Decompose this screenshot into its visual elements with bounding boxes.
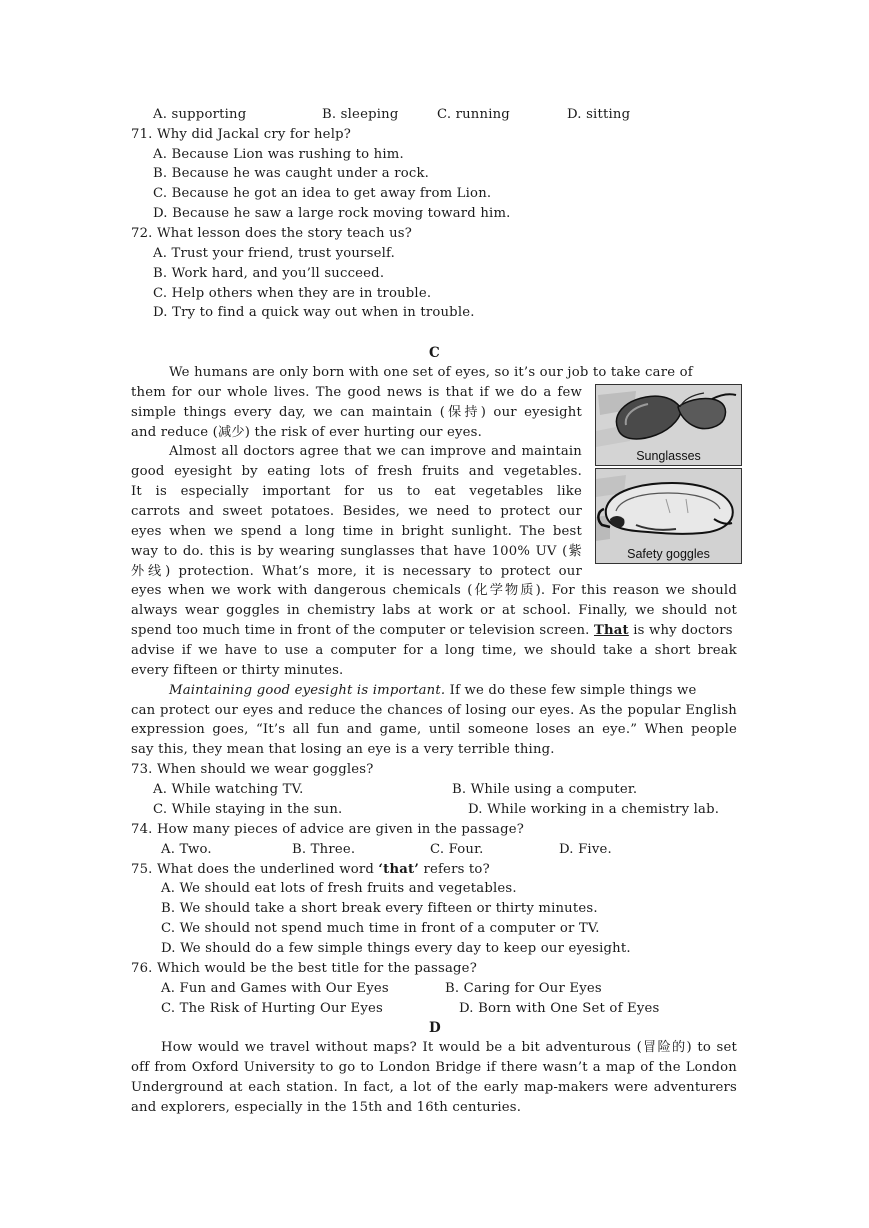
passage-c-line: them for our whole lives. The good news is that if we do a few (131, 385, 582, 400)
q70-option-b[interactable]: B. sleeping (322, 107, 399, 122)
line-text: is why doctors (628, 623, 733, 638)
q72-option-d[interactable]: D. Try to find a quick way out when in trouble. (153, 305, 475, 320)
q71-option-a[interactable]: A. Because Lion was rushing to him. (153, 147, 404, 162)
underlined-word-that: That (593, 623, 629, 638)
passage-c-line: eyes when we spend a long time in bright sunlight. The best (131, 524, 582, 539)
q72-option-c[interactable]: C. Help others when they are in trouble. (153, 286, 432, 301)
italic-sentence: Maintaining good eyesight is important. (169, 683, 446, 698)
q76-option-a[interactable]: A. Fun and Games with Our Eyes (161, 981, 389, 996)
passage-c-line: carrots and sweet potatoes. Besides, we need to protect our (131, 504, 582, 519)
q76-option-d[interactable]: D. Born with One Set of Eyes (459, 1001, 660, 1016)
q75-option-c[interactable]: C. We should not spend much time in front of a computer or TV. (161, 921, 600, 936)
safety-goggles-caption: Safety goggles (627, 547, 710, 561)
q71-option-c[interactable]: C. Because he got an idea to get away from Lion. (153, 186, 492, 201)
passage-c-line: Almost all doctors agree that we can improve and maintain (169, 444, 582, 459)
line-text: spend too much time in front of the computer or television screen. (131, 623, 594, 638)
passage-d-line: How would we travel without maps? It would be a bit adventurous (冒险的) to set (161, 1040, 737, 1055)
section-c-heading: C (429, 345, 440, 361)
line-text: If we do these few simple things we (445, 683, 697, 698)
passage-c-line: expression goes, “It’s all fun and game, until someone loses an eye.” When people (131, 722, 737, 737)
q75-text: refers to? (419, 862, 490, 877)
q73-option-b[interactable]: B. While using a computer. (452, 782, 638, 797)
passage-c-line: simple things every day, we can maintain (保持) our eyesight (131, 405, 582, 420)
q76-option-b[interactable]: B. Caring for Our Eyes (445, 981, 602, 996)
q71-option-b[interactable]: B. Because he was caught under a rock. (153, 166, 430, 181)
passage-c-line: 外线) protection. What’s more, it is necessary to protect our (131, 564, 582, 579)
passage-c-line (169, 681, 696, 701)
passage-c-line: and reduce (减少) the risk of ever hurting our eyes. (131, 425, 482, 440)
q75-option-b[interactable]: B. We should take a short break every fifteen or thirty minutes. (161, 901, 598, 916)
q75-quoted-word: ‘that’ (378, 862, 420, 877)
passage-c-line: can protect our eyes and reduce the chances of losing our eyes. As the popular English (131, 703, 737, 718)
q75-text: 75. What does the underlined word (131, 862, 379, 877)
passage-c-line: say this, they mean that losing an eye is a very terrible thing. (131, 742, 555, 757)
q70-option-c[interactable]: C. running (437, 107, 510, 122)
section-d-heading: D (429, 1020, 441, 1036)
passage-c-line: good eyesight by eating lots of fresh fruits and vegetables. (131, 464, 582, 479)
sunglasses-caption: Sunglasses (636, 449, 701, 463)
q74-question: 74. How many pieces of advice are given in the passage? (131, 822, 525, 837)
passage-c-line: every fifteen or thirty minutes. (131, 663, 344, 678)
q74-option-c[interactable]: C. Four. (430, 842, 484, 857)
q72-question: 72. What lesson does the story teach us? (131, 226, 413, 241)
passage-c-line: always wear goggles in chemistry labs at work or at school. Finally, we should not (131, 603, 737, 618)
passage-c-line: eyes when we work with dangerous chemicals (化学物质). For this reason we should (131, 583, 737, 598)
q70-option-d[interactable]: D. sitting (567, 107, 631, 122)
passage-c-line (131, 621, 733, 641)
passage-c-line: It is especially important for us to eat vegetables like (131, 484, 582, 499)
q72-option-a[interactable]: A. Trust your friend, trust yourself. (153, 246, 395, 261)
q70-option-a[interactable]: A. supporting (153, 107, 247, 122)
passage-c-line: way to do. this is by wearing sunglasses that have 100% UV (紫 (131, 544, 582, 559)
q74-option-a[interactable]: A. Two. (161, 842, 212, 857)
passage-c-line: We humans are only born with one set of eyes, so it’s our job to take care of (169, 365, 693, 380)
passage-d-line: off from Oxford University to go to London Bridge if there wasn’t a map of the London (131, 1060, 737, 1075)
q76-option-c[interactable]: C. The Risk of Hurting Our Eyes (161, 1001, 383, 1016)
q75-question (131, 860, 490, 880)
q75-option-d[interactable]: D. We should do a few simple things every day to keep our eyesight. (161, 941, 631, 956)
sunglasses-figure (595, 384, 742, 466)
passage-d-line: Underground at each station. In fact, a lot of the early map-makers were adventurers (131, 1080, 737, 1095)
q74-option-b[interactable]: B. Three. (292, 842, 356, 857)
q71-option-d[interactable]: D. Because he saw a large rock moving toward him. (153, 206, 511, 221)
q75-option-a[interactable]: A. We should eat lots of fresh fruits and vegetables. (161, 881, 517, 896)
q71-question: 71. Why did Jackal cry for help? (131, 127, 352, 142)
safety-goggles-figure (595, 468, 742, 564)
q73-option-d[interactable]: D. While working in a chemistry lab. (468, 802, 720, 817)
q73-option-a[interactable]: A. While watching TV. (153, 782, 304, 797)
q76-question: 76. Which would be the best title for the passage? (131, 961, 477, 976)
passage-d-line: and explorers, especially in the 15th and 16th centuries. (131, 1100, 522, 1115)
q73-option-c[interactable]: C. While staying in the sun. (153, 802, 343, 817)
q73-question: 73. When should we wear goggles? (131, 762, 374, 777)
passage-c-line: advise if we have to use a computer for a long time, we should take a short break (131, 643, 737, 658)
q72-option-b[interactable]: B. Work hard, and you’ll succeed. (153, 266, 385, 281)
q74-option-d[interactable]: D. Five. (559, 842, 612, 857)
